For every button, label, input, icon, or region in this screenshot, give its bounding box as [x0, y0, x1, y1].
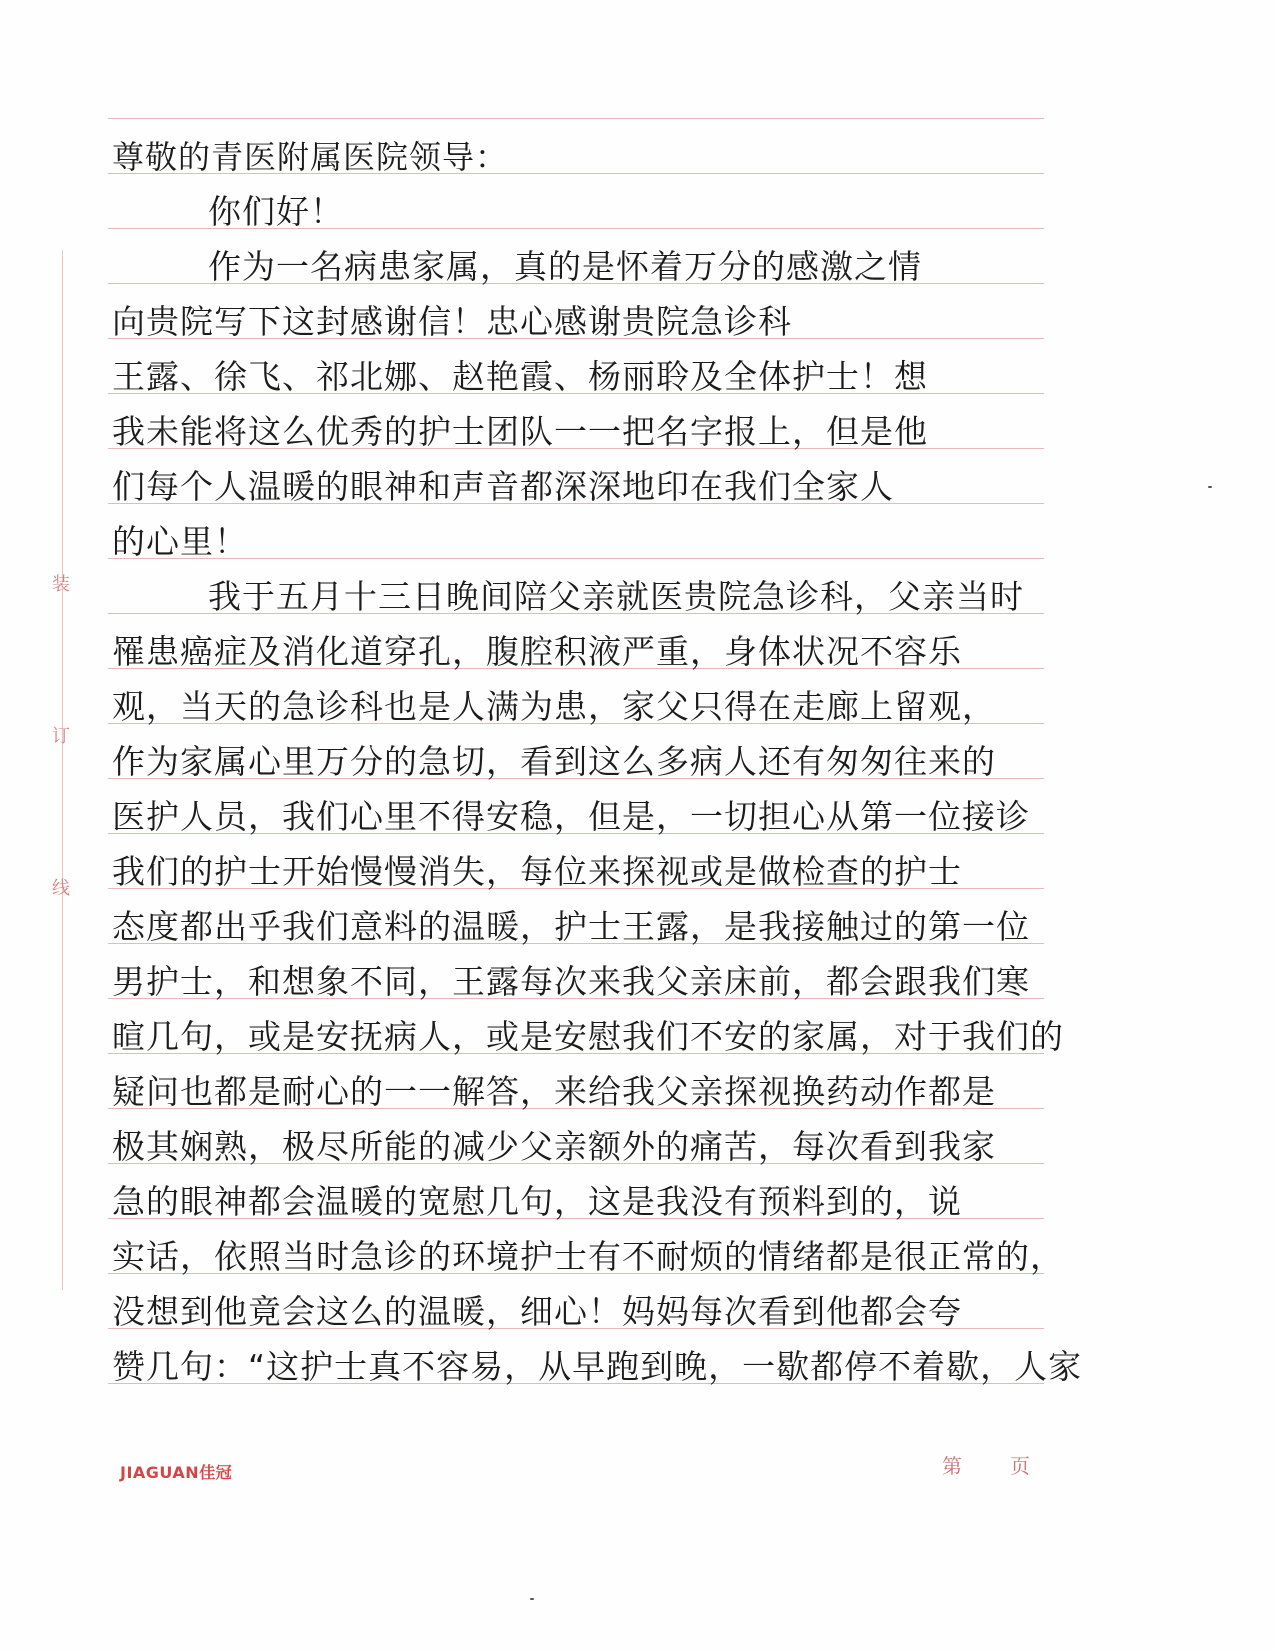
letter-line: 没想到他竟会这么的温暖，细心！妈妈每次看到他都会夸	[112, 1292, 962, 1331]
binding-margin-line	[62, 250, 63, 1290]
letter-line: 们每个人温暖的眼神和声音都深深地印在我们全家人	[112, 467, 894, 506]
letter-line: 罹患癌症及消化道穿孔，腹腔积液严重，身体状况不容乐	[112, 632, 962, 671]
letter-line: 王露、徐飞、祁北娜、赵艳霞、杨丽聆及全体护士！想	[112, 357, 928, 396]
letter-line: 态度都出乎我们意料的温暖，护士王露，是我接触过的第一位	[112, 907, 1030, 946]
ruled-line	[108, 118, 1044, 119]
letter-line: 作为一名病患家属，真的是怀着万分的感激之情	[208, 247, 922, 286]
letter-line: 暄几句，或是安抚病人，或是安慰我们不安的家属，对于我们的	[112, 1017, 1064, 1056]
page-label-ye: 页	[1010, 1454, 1030, 1478]
letter-salutation: 尊敬的青医附属医院领导：	[112, 138, 509, 176]
paper-brand-logo: JIAGUAN佳冠	[120, 1463, 233, 1482]
letter-line: 疑问也都是耐心的一一解答，来给我父亲探视换药动作都是	[112, 1072, 996, 1111]
letter-line: 观，当天的急诊科也是人满为患，家父只得在走廊上留观，	[112, 687, 996, 726]
binding-char-zhuang: 装	[52, 574, 70, 595]
letter-line: 急的眼神都会温暖的宽慰几句，这是我没有预料到的，说	[112, 1182, 962, 1221]
letter-greeting: 你们好！	[208, 192, 344, 231]
scan-speck	[1208, 486, 1212, 488]
page-label-di: 第	[942, 1454, 962, 1478]
letter-line: 向贵院写下这封感谢信！忠心感谢贵院急诊科	[112, 302, 792, 341]
letter-line: 赞几句：“这护士真不容易，从早跑到晚，一歇都停不着歇，人家	[112, 1347, 1083, 1386]
binding-char-xian: 线	[52, 878, 70, 899]
letter-line: 作为家属心里万分的急切，看到这么多病人还有匆匆往来的	[112, 742, 996, 781]
letter-line: 男护士，和想象不同，王露每次来我父亲床前，都会跟我们寒	[112, 962, 1030, 1001]
letter-line: 实话，依照当时急诊的环境护士有不耐烦的情绪都是很正常的，	[112, 1237, 1064, 1276]
scan-speck	[530, 1598, 534, 1600]
binding-char-ding: 订	[52, 726, 70, 747]
letter-line: 我们的护士开始慢慢消失，每位来探视或是做检查的护士	[112, 852, 962, 891]
letter-line: 我于五月十三日晚间陪父亲就医贵院急诊科，父亲当时	[208, 577, 1024, 616]
letter-line: 医护人员，我们心里不得安稳，但是，一切担心从第一位接诊	[112, 797, 1030, 836]
letter-line: 的心里！	[112, 522, 248, 561]
letter-line: 极其娴熟，极尽所能的减少父亲额外的痛苦，每次看到我家	[112, 1127, 996, 1166]
letter-line: 我未能将这么优秀的护士团队一一把名字报上，但是他	[112, 412, 928, 451]
